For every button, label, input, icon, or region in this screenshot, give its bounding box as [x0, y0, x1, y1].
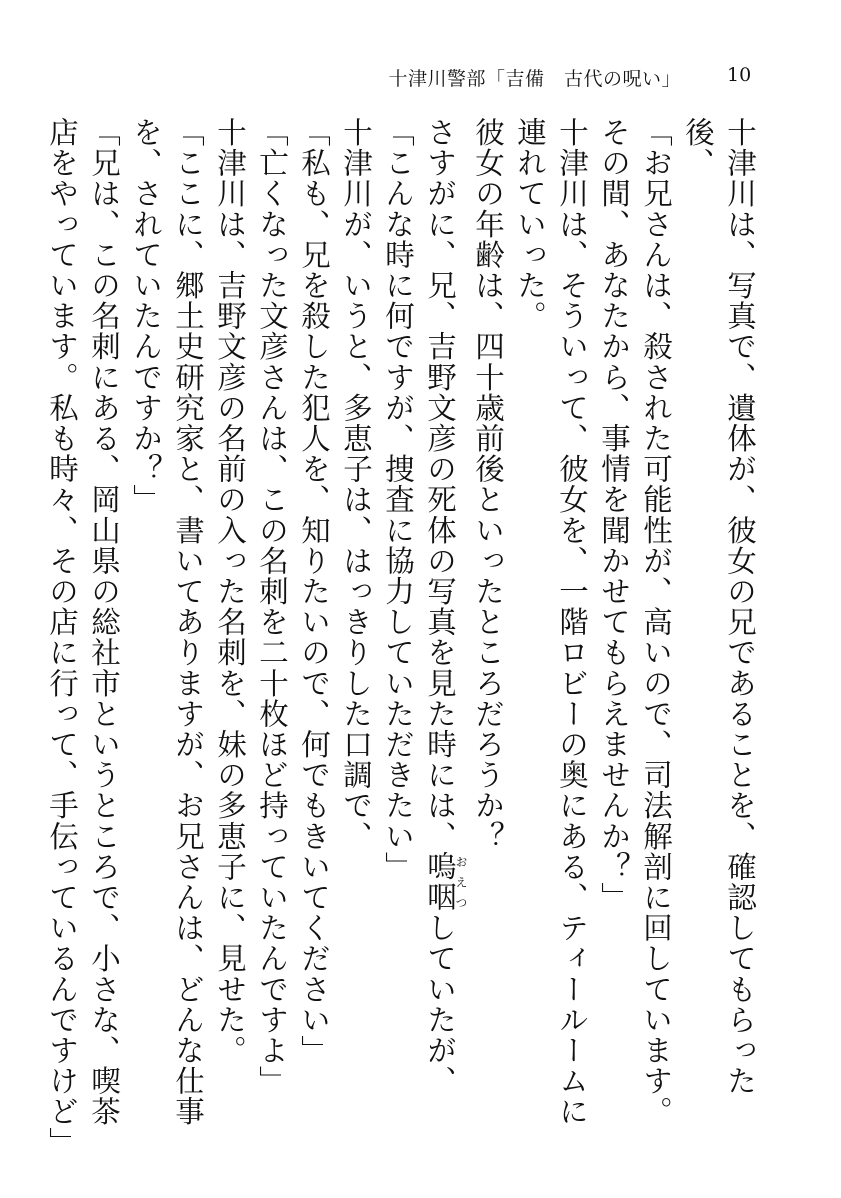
page-header	[0, 64, 841, 94]
furigana-word	[423, 851, 468, 913]
paragraph-8: 「私も、兄を殺した犯人を、知りたいので、何でもきいてください」	[297, 117, 331, 1066]
ruby-reading: おえつ	[454, 851, 468, 913]
paragraph-7: 十津川が、いうと、多恵子は、はっきりした口調で、	[339, 117, 373, 852]
ruby-base: 嗚咽	[423, 851, 457, 913]
paragraph-4: 彼女の年齢は、四十歳前後といったところだろうか？	[471, 117, 505, 852]
paragraph-5-text: さすがに、兄、吉野文彦の死体の写真を見た時には、	[423, 117, 457, 852]
running-title: 十津川警部「吉備 古代の呪い」	[388, 68, 681, 90]
page-number: 10	[727, 64, 752, 86]
paragraph-5-tail: していたが、	[423, 912, 457, 1097]
paragraph-9: 「亡くなった文彦さんは、この名刺を二十枚ほど持っていたんですよ」	[255, 117, 289, 1097]
paragraph-6: 「こんな時に何ですが、捜査に協力していただきたい」	[381, 117, 415, 882]
paragraph-10: 十津川は、吉野文彦の名前の入った名刺を、妹の多恵子に、見せた。	[213, 117, 247, 1066]
vertical-text-body	[45, 117, 761, 1158]
paragraph-5	[419, 117, 467, 1157]
paragraph-1: 十津川は、写真で、遺体が、彼女の兄であることを、確認してもらった後、	[681, 117, 757, 1097]
paragraph-11: 「ここに、郷土史研究家と、書いてありますが、お兄さんは、どんな仕事を、されていたんですか？」	[129, 117, 205, 1127]
paragraph-12: 「兄は、この名刺にある、岡山県の総社市というところで、小さな、喫茶店をやっています。私も時々、その店に行って、手伝っているんですけど」	[45, 117, 121, 1158]
paragraph-2: 「お兄さんは、殺された可能性が、高いので、司法解剖に回しています。その間、あなたから、事情を聞かせてもらえませんか？」	[597, 117, 673, 1127]
paragraph-3: 十津川は、そういって、彼女を、一階ロビーの奥にある、ティールームに連れていった。	[513, 117, 589, 1127]
